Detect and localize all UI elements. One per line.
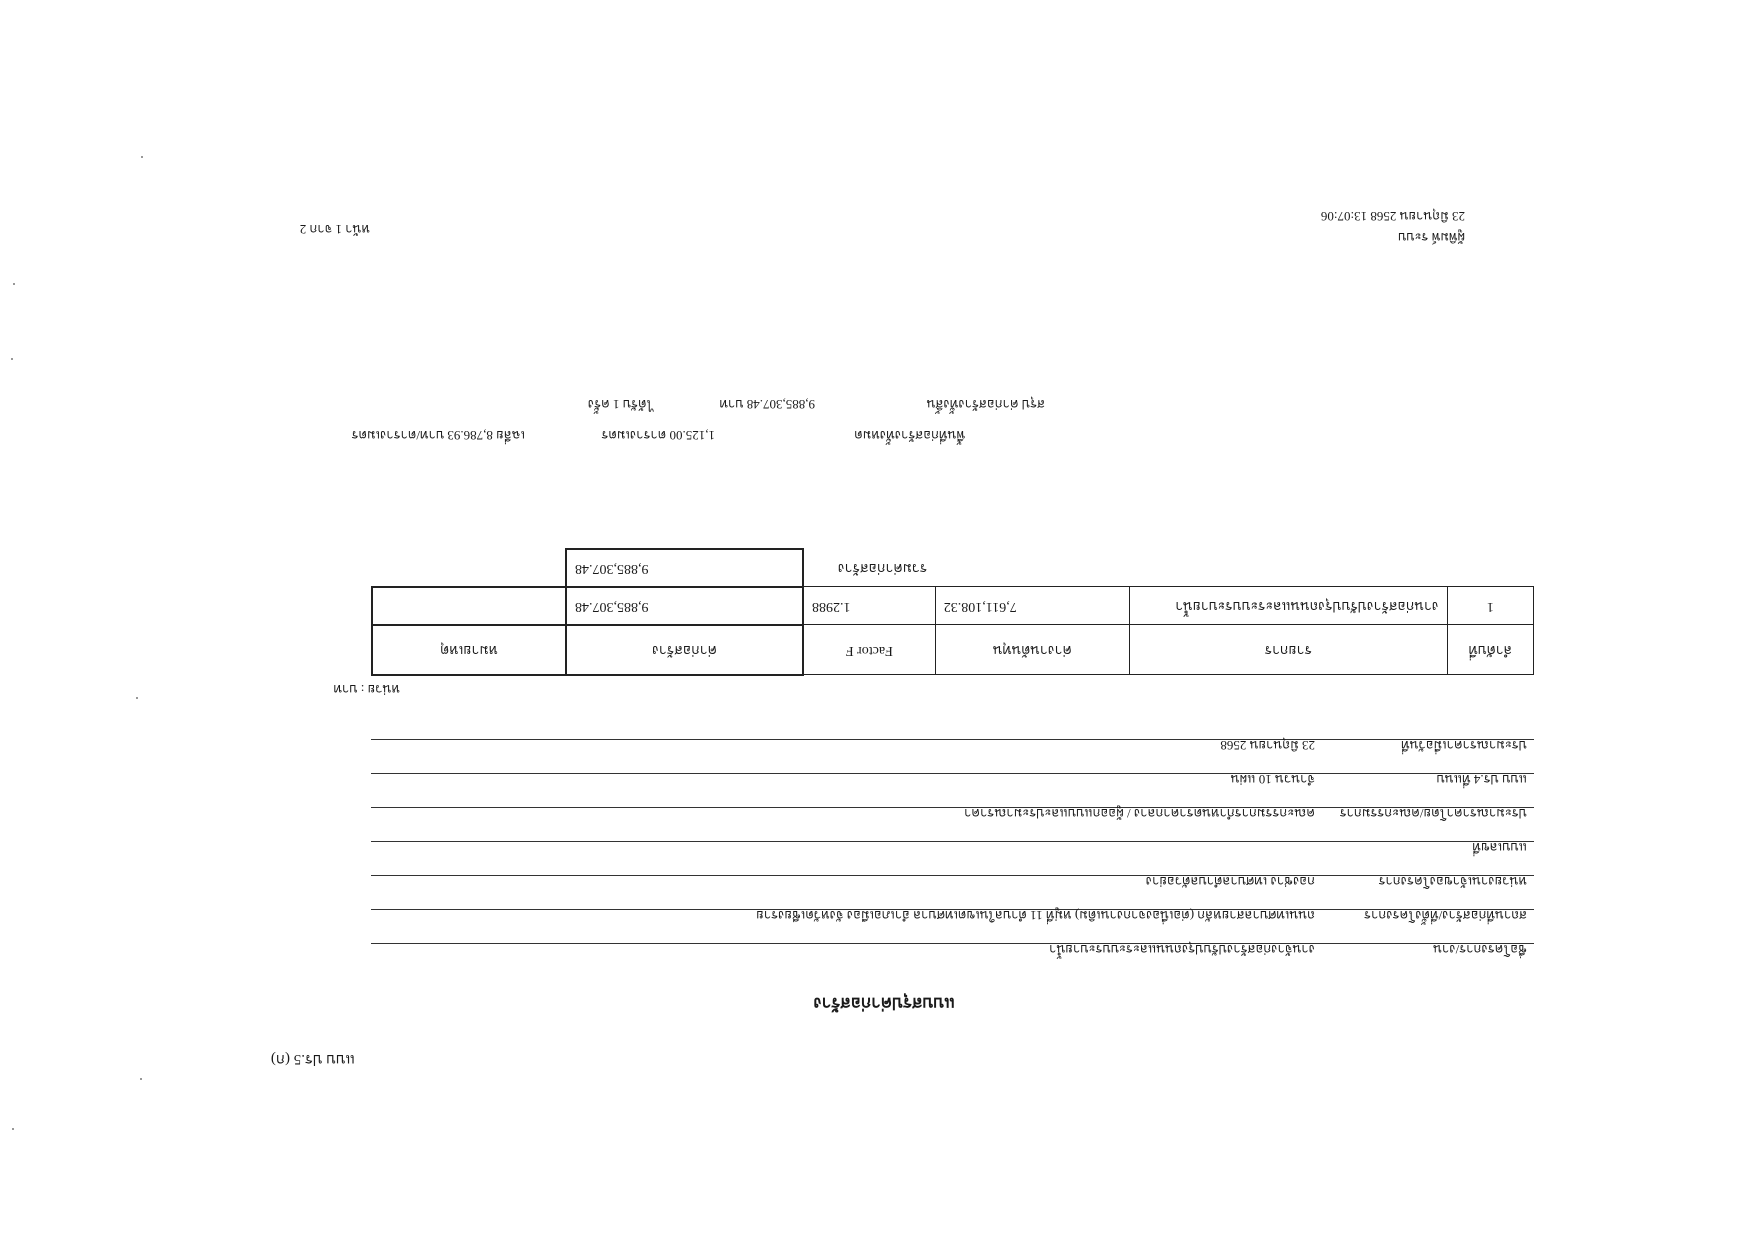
blank-cell xyxy=(1447,549,1533,587)
total-label: รวมค่าก่อสร้าง xyxy=(837,559,928,575)
scan-speck xyxy=(11,358,13,360)
row-label-project-name: ชื่อโครงการ/งาน xyxy=(1433,942,1527,957)
table-row xyxy=(372,587,1534,625)
scan-speck xyxy=(140,1078,142,1080)
scan-speck xyxy=(136,697,138,699)
total-value: 9,885,307.48 xyxy=(566,549,803,587)
cell-price: 9,885,307.48 xyxy=(566,587,803,625)
cost-summary-table xyxy=(371,548,1534,676)
page-number: หน้า 1 จาก 2 xyxy=(299,222,370,237)
row-label-drawing-no: แบบเลขที่ xyxy=(1472,840,1527,855)
form-code: แบบ ปร.5 (ก) xyxy=(270,1051,355,1067)
average-value: 8,786.93 บาท/ตารางเมตร xyxy=(351,428,493,443)
header-remark: หมายเหตุ xyxy=(372,625,566,675)
average-label: เฉลี่ย xyxy=(496,428,525,443)
row-underline xyxy=(371,773,1534,774)
row-value-estimator: คณะกรรมการกำหนดราคากลาง / ผู้ออกแบบและประมาณราคา xyxy=(964,806,1315,821)
form-title: แบบสรุปค่าก่อสร้าง xyxy=(813,994,955,1013)
header-item: รายการ xyxy=(1129,625,1447,675)
header-price: ค่าก่อสร้าง xyxy=(566,625,803,675)
cell-remark xyxy=(372,587,566,625)
grand-total-note: ได้รับ 1 ครั้ง xyxy=(587,397,653,412)
area-label: พื้นที่ก่อสร้างทั้งหมด xyxy=(854,428,965,443)
header-no: ลำดับที่ xyxy=(1447,625,1533,675)
row-underline xyxy=(371,739,1534,740)
row-value-owner: กองช่าง เทศบาลตำบลตัวอย่าง xyxy=(1145,874,1315,889)
cell-item: งานก่อสร้างปรับปรุงถนนและระบบระบายน้ำ xyxy=(1129,587,1447,625)
row-label-estimate-date: ประมาณราคาเมื่อวันที่ xyxy=(1400,738,1527,753)
printed-at: 23 มิถุนายน 2568 13:07:06 xyxy=(1320,209,1465,224)
row-underline xyxy=(371,875,1534,876)
scan-speck xyxy=(12,1128,14,1130)
header-factor-f: Factor F xyxy=(803,625,935,675)
row-underline xyxy=(371,841,1534,842)
blank-cell xyxy=(935,549,1129,587)
area-value: 1,125.00 ตารางเมตร xyxy=(601,428,715,443)
table-total-row xyxy=(372,549,1534,587)
row-value-estimate-date: 23 มิถุนายน 2568 xyxy=(1220,738,1315,753)
grand-total-value: 9,885,307.48 บาท xyxy=(719,397,815,412)
scan-speck xyxy=(141,156,143,158)
unit-label: หน่วย : บาท xyxy=(333,682,400,697)
table-header-row xyxy=(372,625,1534,675)
scan-speck xyxy=(13,283,15,285)
cell-cost: 7,611,108.32 xyxy=(935,587,1129,625)
blank-cell xyxy=(372,549,566,587)
row-label-attached-sheets: แบบ ปร.4 ที่แนบ xyxy=(1436,772,1527,787)
grand-total-label: สรุป ค่าก่อสร้างทั้งสิ้น xyxy=(926,397,1045,412)
row-label-location: สถานที่ก่อสร้าง/ที่ตั้งโครงการ xyxy=(1364,908,1527,923)
row-label-owner: หน่วยงานเจ้าของโครงการ xyxy=(1378,874,1527,889)
row-value-attached-sheets: จำนวน 10 แผ่น xyxy=(1230,772,1315,787)
row-value-project-name: งานจ้างก่อสร้างปรับปรุงถนนและระบบระบายน้ำ xyxy=(1049,942,1315,957)
cell-factor: 1.2988 xyxy=(803,587,935,625)
cell-no: 1 xyxy=(1447,587,1533,625)
row-value-location: ถนนเทศบาลสายหลัก (ต่อเนื่องจากงานเดิม) หมู่ที่ 11 ตำบลในเขตเทศบาล อำเภอเมือง จังหวัดเชียงราย xyxy=(756,908,1315,923)
average-price xyxy=(352,425,525,446)
row-label-estimator: ประมาณราคาโดย/คณะกรรมการ xyxy=(1339,806,1527,821)
blank-cell xyxy=(1129,549,1447,587)
printed-by: ผู้พิมพ์ ระบบ xyxy=(1397,230,1465,245)
row-underline xyxy=(371,943,1534,944)
header-cost: ค่างานต้นทุน xyxy=(935,625,1129,675)
